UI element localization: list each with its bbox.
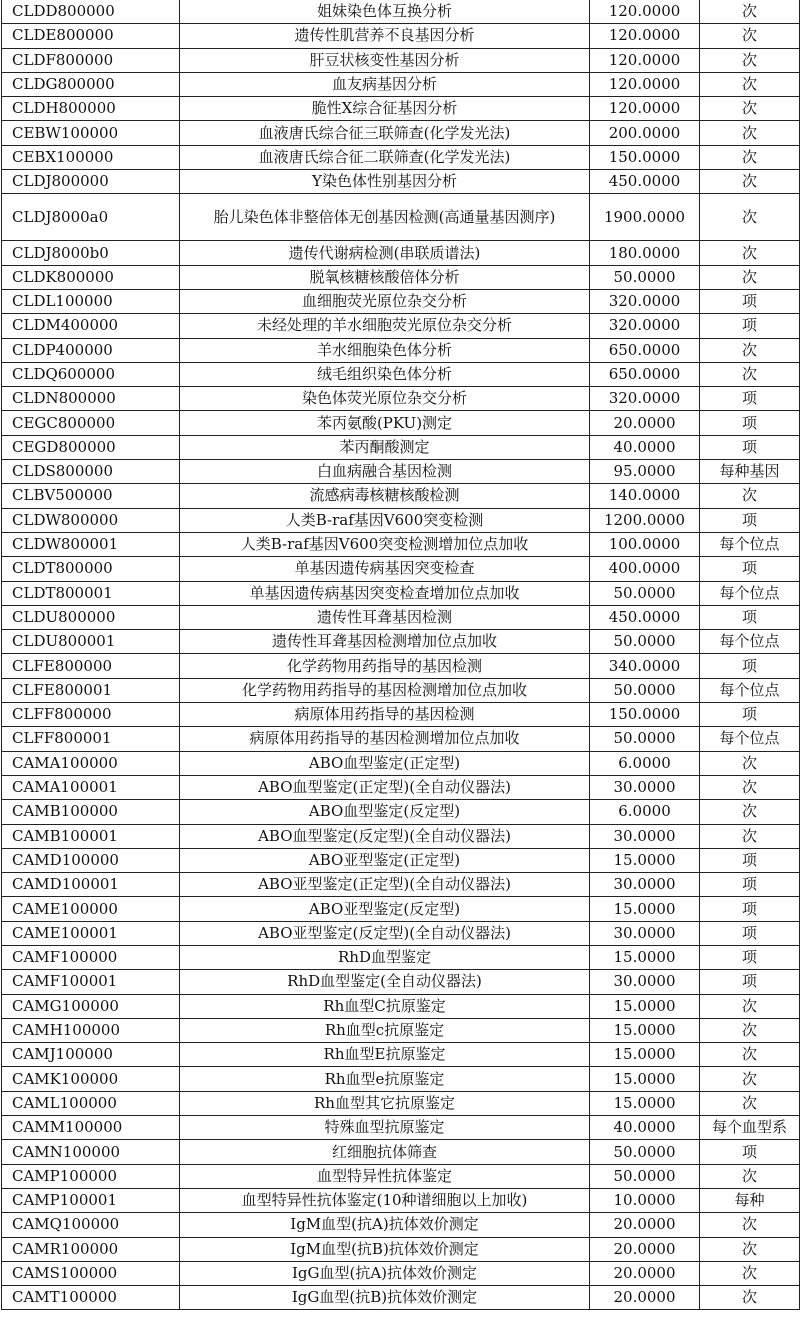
item-price-cell: 40.0000 bbox=[590, 1116, 700, 1140]
table-row bbox=[2, 484, 800, 508]
table-row bbox=[2, 1188, 800, 1212]
item-code-cell: CLDH800000 bbox=[2, 97, 180, 121]
table-row bbox=[2, 508, 800, 532]
item-code-cell: CAMQ100000 bbox=[2, 1213, 180, 1237]
item-name-cell: ABO血型鉴定(反定型)(全自动仪器法) bbox=[180, 824, 590, 848]
item-name-cell: 红细胞抗体筛查 bbox=[180, 1140, 590, 1164]
item-price-cell: 20.0000 bbox=[590, 1237, 700, 1261]
item-unit-cell: 次 bbox=[700, 145, 800, 169]
table-row bbox=[2, 1286, 800, 1310]
table-row bbox=[2, 48, 800, 72]
item-unit-cell: 次 bbox=[700, 121, 800, 145]
table-row bbox=[2, 1116, 800, 1140]
item-price-cell: 15.0000 bbox=[590, 1067, 700, 1091]
item-unit-cell: 每个位点 bbox=[700, 532, 800, 556]
item-code-cell: CLDJ800000 bbox=[2, 170, 180, 194]
item-price-cell: 50.0000 bbox=[590, 630, 700, 654]
item-unit-cell: 项 bbox=[700, 921, 800, 945]
item-name-cell: IgM血型(抗B)抗体效价测定 bbox=[180, 1237, 590, 1261]
item-name-cell: 流感病毒核糖核酸检测 bbox=[180, 484, 590, 508]
item-price-cell: 10.0000 bbox=[590, 1188, 700, 1212]
table-row bbox=[2, 194, 800, 241]
item-price-cell: 50.0000 bbox=[590, 1164, 700, 1188]
table-row bbox=[2, 557, 800, 581]
item-price-cell: 50.0000 bbox=[590, 581, 700, 605]
table-row bbox=[2, 970, 800, 994]
item-price-cell: 200.0000 bbox=[590, 121, 700, 145]
table-row bbox=[2, 945, 800, 969]
item-name-cell: Rh血型c抗原鉴定 bbox=[180, 1018, 590, 1042]
item-name-cell: 血液唐氏综合征二联筛查(化学发光法) bbox=[180, 145, 590, 169]
table-row bbox=[2, 387, 800, 411]
item-name-cell: 肝豆状核变性基因分析 bbox=[180, 48, 590, 72]
item-unit-cell: 项 bbox=[700, 508, 800, 532]
item-name-cell: 血型特异性抗体鉴定(10种谱细胞以上加收) bbox=[180, 1188, 590, 1212]
item-code-cell: CLDK800000 bbox=[2, 265, 180, 289]
table-row bbox=[2, 897, 800, 921]
item-code-cell: CLDU800000 bbox=[2, 605, 180, 629]
item-name-cell: ABO亚型鉴定(反定型)(全自动仪器法) bbox=[180, 921, 590, 945]
item-code-cell: CAMR100000 bbox=[2, 1237, 180, 1261]
item-name-cell: 遗传性耳聋基因检测增加位点加收 bbox=[180, 630, 590, 654]
item-code-cell: CLDT800000 bbox=[2, 557, 180, 581]
item-price-cell: 6.0000 bbox=[590, 751, 700, 775]
item-name-cell: 苯丙酮酸测定 bbox=[180, 435, 590, 459]
table-row bbox=[2, 1067, 800, 1091]
item-code-cell: CAMD100000 bbox=[2, 848, 180, 872]
item-code-cell: CAMD100001 bbox=[2, 873, 180, 897]
item-price-cell: 120.0000 bbox=[590, 0, 700, 24]
item-unit-cell: 次 bbox=[700, 97, 800, 121]
item-unit-cell: 次 bbox=[700, 0, 800, 24]
item-price-cell: 150.0000 bbox=[590, 145, 700, 169]
item-unit-cell: 项 bbox=[700, 703, 800, 727]
item-price-cell: 15.0000 bbox=[590, 994, 700, 1018]
table-row bbox=[2, 678, 800, 702]
item-unit-cell: 每个位点 bbox=[700, 678, 800, 702]
item-code-cell: CAME100001 bbox=[2, 921, 180, 945]
item-price-cell: 20.0000 bbox=[590, 411, 700, 435]
item-unit-cell: 项 bbox=[700, 970, 800, 994]
item-name-cell: 人类B-raf基因V600突变检测 bbox=[180, 508, 590, 532]
item-name-cell: 化学药物用药指导的基因检测 bbox=[180, 654, 590, 678]
table-row bbox=[2, 532, 800, 556]
item-code-cell: CAMG100000 bbox=[2, 994, 180, 1018]
item-price-cell: 15.0000 bbox=[590, 897, 700, 921]
table-row bbox=[2, 703, 800, 727]
item-unit-cell: 次 bbox=[700, 1286, 800, 1310]
item-unit-cell: 次 bbox=[700, 994, 800, 1018]
table-row bbox=[2, 751, 800, 775]
item-code-cell: CAMA100000 bbox=[2, 751, 180, 775]
table-row bbox=[2, 581, 800, 605]
table-row bbox=[2, 654, 800, 678]
item-price-cell: 15.0000 bbox=[590, 848, 700, 872]
item-price-cell: 320.0000 bbox=[590, 289, 700, 313]
item-unit-cell: 项 bbox=[700, 605, 800, 629]
item-code-cell: CLBV500000 bbox=[2, 484, 180, 508]
item-price-cell: 150.0000 bbox=[590, 703, 700, 727]
item-name-cell: Rh血型E抗原鉴定 bbox=[180, 1043, 590, 1067]
item-unit-cell: 项 bbox=[700, 557, 800, 581]
item-unit-cell: 每个位点 bbox=[700, 630, 800, 654]
item-unit-cell: 次 bbox=[700, 1237, 800, 1261]
item-unit-cell: 次 bbox=[700, 751, 800, 775]
item-price-cell: 140.0000 bbox=[590, 484, 700, 508]
item-name-cell: IgM血型(抗A)抗体效价测定 bbox=[180, 1213, 590, 1237]
item-price-cell: 30.0000 bbox=[590, 921, 700, 945]
item-code-cell: CEBW100000 bbox=[2, 121, 180, 145]
item-unit-cell: 项 bbox=[700, 435, 800, 459]
item-name-cell: 脆性X综合征基因分析 bbox=[180, 97, 590, 121]
item-name-cell: Y染色体性别基因分析 bbox=[180, 170, 590, 194]
item-name-cell: ABO亚型鉴定(正定型) bbox=[180, 848, 590, 872]
table-row bbox=[2, 727, 800, 751]
item-name-cell: Rh血型C抗原鉴定 bbox=[180, 994, 590, 1018]
table-row bbox=[2, 800, 800, 824]
table-row bbox=[2, 630, 800, 654]
item-price-cell: 120.0000 bbox=[590, 97, 700, 121]
item-unit-cell: 次 bbox=[700, 800, 800, 824]
item-code-cell: CAMP100000 bbox=[2, 1164, 180, 1188]
item-price-cell: 120.0000 bbox=[590, 48, 700, 72]
item-unit-cell: 次 bbox=[700, 48, 800, 72]
table-row bbox=[2, 1140, 800, 1164]
item-unit-cell: 次 bbox=[700, 1018, 800, 1042]
item-name-cell: 血液唐氏综合征三联筛查(化学发光法) bbox=[180, 121, 590, 145]
item-unit-cell: 每种 bbox=[700, 1188, 800, 1212]
table-row bbox=[2, 1018, 800, 1042]
item-name-cell: 特殊血型抗原鉴定 bbox=[180, 1116, 590, 1140]
item-code-cell: CAMF100000 bbox=[2, 945, 180, 969]
item-price-cell: 6.0000 bbox=[590, 800, 700, 824]
item-unit-cell: 每个位点 bbox=[700, 727, 800, 751]
item-name-cell: 羊水细胞染色体分析 bbox=[180, 338, 590, 362]
item-price-cell: 95.0000 bbox=[590, 460, 700, 484]
item-name-cell: 绒毛组织染色体分析 bbox=[180, 362, 590, 386]
table-row bbox=[2, 145, 800, 169]
item-code-cell: CAMS100000 bbox=[2, 1261, 180, 1285]
item-name-cell: 脱氧核糖核酸倍体分析 bbox=[180, 265, 590, 289]
item-price-cell: 320.0000 bbox=[590, 314, 700, 338]
item-price-cell: 50.0000 bbox=[590, 1140, 700, 1164]
table-row bbox=[2, 289, 800, 313]
table-row bbox=[2, 775, 800, 799]
table-row bbox=[2, 873, 800, 897]
item-code-cell: CAMF100001 bbox=[2, 970, 180, 994]
item-code-cell: CAMN100000 bbox=[2, 1140, 180, 1164]
item-code-cell: CLDQ600000 bbox=[2, 362, 180, 386]
table-row bbox=[2, 460, 800, 484]
item-name-cell: ABO亚型鉴定(反定型) bbox=[180, 897, 590, 921]
item-price-cell: 1900.0000 bbox=[590, 194, 700, 241]
item-name-cell: 白血病融合基因检测 bbox=[180, 460, 590, 484]
item-price-cell: 450.0000 bbox=[590, 605, 700, 629]
item-unit-cell: 项 bbox=[700, 873, 800, 897]
table-row bbox=[2, 1213, 800, 1237]
table-row bbox=[2, 241, 800, 265]
item-code-cell: CAMB100001 bbox=[2, 824, 180, 848]
item-name-cell: 血细胞荧光原位杂交分析 bbox=[180, 289, 590, 313]
item-unit-cell: 次 bbox=[700, 1091, 800, 1115]
item-unit-cell: 次 bbox=[700, 1261, 800, 1285]
item-unit-cell: 次 bbox=[700, 824, 800, 848]
item-name-cell: ABO血型鉴定(正定型)(全自动仪器法) bbox=[180, 775, 590, 799]
item-price-cell: 15.0000 bbox=[590, 945, 700, 969]
item-unit-cell: 每种基因 bbox=[700, 460, 800, 484]
item-name-cell: 遗传代谢病检测(串联质谱法) bbox=[180, 241, 590, 265]
table-row bbox=[2, 1261, 800, 1285]
item-name-cell: ABO亚型鉴定(正定型)(全自动仪器法) bbox=[180, 873, 590, 897]
item-name-cell: 化学药物用药指导的基因检测增加位点加收 bbox=[180, 678, 590, 702]
item-name-cell: 苯丙氨酸(PKU)测定 bbox=[180, 411, 590, 435]
item-code-cell: CAMA100001 bbox=[2, 775, 180, 799]
item-code-cell: CAML100000 bbox=[2, 1091, 180, 1115]
item-code-cell: CLDT800001 bbox=[2, 581, 180, 605]
item-unit-cell: 每个位点 bbox=[700, 581, 800, 605]
item-name-cell: RhD血型鉴定 bbox=[180, 945, 590, 969]
item-unit-cell: 次 bbox=[700, 484, 800, 508]
table-row bbox=[2, 1091, 800, 1115]
item-code-cell: CLDF800000 bbox=[2, 48, 180, 72]
item-price-cell: 120.0000 bbox=[590, 24, 700, 48]
item-code-cell: CAMT100000 bbox=[2, 1286, 180, 1310]
item-unit-cell: 每个血型系 bbox=[700, 1116, 800, 1140]
item-price-cell: 180.0000 bbox=[590, 241, 700, 265]
item-price-cell: 340.0000 bbox=[590, 654, 700, 678]
item-code-cell: CLDJ8000a0 bbox=[2, 194, 180, 241]
table-row bbox=[2, 435, 800, 459]
item-price-cell: 20.0000 bbox=[590, 1261, 700, 1285]
table-row bbox=[2, 605, 800, 629]
item-name-cell: Rh血型e抗原鉴定 bbox=[180, 1067, 590, 1091]
item-price-cell: 30.0000 bbox=[590, 873, 700, 897]
item-code-cell: CLDU800001 bbox=[2, 630, 180, 654]
item-code-cell: CLDE800000 bbox=[2, 24, 180, 48]
item-code-cell: CLFF800001 bbox=[2, 727, 180, 751]
item-price-cell: 50.0000 bbox=[590, 678, 700, 702]
table-row bbox=[2, 72, 800, 96]
item-unit-cell: 项 bbox=[700, 945, 800, 969]
table-row bbox=[2, 1237, 800, 1261]
item-name-cell: 染色体荧光原位杂交分析 bbox=[180, 387, 590, 411]
item-code-cell: CLDM400000 bbox=[2, 314, 180, 338]
item-code-cell: CLDD800000 bbox=[2, 0, 180, 24]
item-code-cell: CAMK100000 bbox=[2, 1067, 180, 1091]
item-unit-cell: 项 bbox=[700, 289, 800, 313]
fee-table bbox=[1, 0, 800, 1310]
item-name-cell: RhD血型鉴定(全自动仪器法) bbox=[180, 970, 590, 994]
item-price-cell: 120.0000 bbox=[590, 72, 700, 96]
item-unit-cell: 次 bbox=[700, 265, 800, 289]
item-unit-cell: 项 bbox=[700, 897, 800, 921]
item-price-cell: 30.0000 bbox=[590, 775, 700, 799]
item-code-cell: CLDN800000 bbox=[2, 387, 180, 411]
item-code-cell: CLDS800000 bbox=[2, 460, 180, 484]
item-code-cell: CAME100000 bbox=[2, 897, 180, 921]
item-name-cell: 遗传性耳聋基因检测 bbox=[180, 605, 590, 629]
item-name-cell: 血友病基因分析 bbox=[180, 72, 590, 96]
item-unit-cell: 项 bbox=[700, 654, 800, 678]
item-price-cell: 30.0000 bbox=[590, 970, 700, 994]
item-unit-cell: 次 bbox=[700, 1067, 800, 1091]
item-price-cell: 15.0000 bbox=[590, 1091, 700, 1115]
item-unit-cell: 项 bbox=[700, 848, 800, 872]
item-code-cell: CLFF800000 bbox=[2, 703, 180, 727]
item-name-cell: 病原体用药指导的基因检测 bbox=[180, 703, 590, 727]
item-unit-cell: 次 bbox=[700, 1043, 800, 1067]
item-name-cell: ABO血型鉴定(正定型) bbox=[180, 751, 590, 775]
item-name-cell: 未经处理的羊水细胞荧光原位杂交分析 bbox=[180, 314, 590, 338]
item-price-cell: 15.0000 bbox=[590, 1018, 700, 1042]
item-unit-cell: 项 bbox=[700, 387, 800, 411]
item-code-cell: CEGD800000 bbox=[2, 435, 180, 459]
table-row bbox=[2, 1043, 800, 1067]
table-row bbox=[2, 848, 800, 872]
item-unit-cell: 次 bbox=[700, 24, 800, 48]
item-price-cell: 650.0000 bbox=[590, 338, 700, 362]
item-unit-cell: 次 bbox=[700, 170, 800, 194]
item-code-cell: CLDP400000 bbox=[2, 338, 180, 362]
item-price-cell: 20.0000 bbox=[590, 1213, 700, 1237]
table-row bbox=[2, 338, 800, 362]
item-code-cell: CEBX100000 bbox=[2, 145, 180, 169]
item-unit-cell: 次 bbox=[700, 1213, 800, 1237]
item-name-cell: 单基因遗传病基因突变检查增加位点加收 bbox=[180, 581, 590, 605]
item-code-cell: CLDW800000 bbox=[2, 508, 180, 532]
table-row bbox=[2, 411, 800, 435]
item-code-cell: CAMH100000 bbox=[2, 1018, 180, 1042]
table-row bbox=[2, 1164, 800, 1188]
item-unit-cell: 次 bbox=[700, 241, 800, 265]
table-row bbox=[2, 314, 800, 338]
item-unit-cell: 次 bbox=[700, 362, 800, 386]
table-row bbox=[2, 0, 800, 24]
item-unit-cell: 项 bbox=[700, 411, 800, 435]
item-unit-cell: 项 bbox=[700, 1140, 800, 1164]
item-code-cell: CLDG800000 bbox=[2, 72, 180, 96]
item-unit-cell: 次 bbox=[700, 775, 800, 799]
item-price-cell: 450.0000 bbox=[590, 170, 700, 194]
item-name-cell: IgG血型(抗A)抗体效价测定 bbox=[180, 1261, 590, 1285]
table-row bbox=[2, 994, 800, 1018]
item-price-cell: 650.0000 bbox=[590, 362, 700, 386]
table-row bbox=[2, 121, 800, 145]
table-row bbox=[2, 170, 800, 194]
table-row bbox=[2, 921, 800, 945]
item-price-cell: 40.0000 bbox=[590, 435, 700, 459]
item-code-cell: CAMJ100000 bbox=[2, 1043, 180, 1067]
item-price-cell: 50.0000 bbox=[590, 727, 700, 751]
item-price-cell: 50.0000 bbox=[590, 265, 700, 289]
item-name-cell: 姐妹染色体互换分析 bbox=[180, 0, 590, 24]
item-price-cell: 100.0000 bbox=[590, 532, 700, 556]
item-code-cell: CAMM100000 bbox=[2, 1116, 180, 1140]
fee-table-body bbox=[2, 0, 800, 1310]
table-row bbox=[2, 824, 800, 848]
item-price-cell: 20.0000 bbox=[590, 1286, 700, 1310]
item-name-cell: ABO血型鉴定(反定型) bbox=[180, 800, 590, 824]
item-code-cell: CAMP100001 bbox=[2, 1188, 180, 1212]
item-name-cell: IgG血型(抗B)抗体效价测定 bbox=[180, 1286, 590, 1310]
item-unit-cell: 次 bbox=[700, 72, 800, 96]
table-row bbox=[2, 362, 800, 386]
item-name-cell: 单基因遗传病基因突变检查 bbox=[180, 557, 590, 581]
item-name-cell: 血型特异性抗体鉴定 bbox=[180, 1164, 590, 1188]
table-row bbox=[2, 97, 800, 121]
item-code-cell: CAMB100000 bbox=[2, 800, 180, 824]
item-name-cell: 人类B-raf基因V600突变检测增加位点加收 bbox=[180, 532, 590, 556]
item-price-cell: 320.0000 bbox=[590, 387, 700, 411]
item-unit-cell: 次 bbox=[700, 1164, 800, 1188]
item-name-cell: 病原体用药指导的基因检测增加位点加收 bbox=[180, 727, 590, 751]
item-price-cell: 30.0000 bbox=[590, 824, 700, 848]
item-price-cell: 15.0000 bbox=[590, 1043, 700, 1067]
item-price-cell: 400.0000 bbox=[590, 557, 700, 581]
item-unit-cell: 次 bbox=[700, 338, 800, 362]
item-code-cell: CEGC800000 bbox=[2, 411, 180, 435]
item-code-cell: CLDW800001 bbox=[2, 532, 180, 556]
item-name-cell: 胎儿染色体非整倍体无创基因检测(高通量基因测序) bbox=[180, 194, 590, 241]
table-row bbox=[2, 24, 800, 48]
item-name-cell: Rh血型其它抗原鉴定 bbox=[180, 1091, 590, 1115]
item-unit-cell: 项 bbox=[700, 314, 800, 338]
table-row bbox=[2, 265, 800, 289]
item-name-cell: 遗传性肌营养不良基因分析 bbox=[180, 24, 590, 48]
item-price-cell: 1200.0000 bbox=[590, 508, 700, 532]
item-code-cell: CLFE800001 bbox=[2, 678, 180, 702]
item-code-cell: CLFE800000 bbox=[2, 654, 180, 678]
item-code-cell: CLDL100000 bbox=[2, 289, 180, 313]
item-unit-cell: 次 bbox=[700, 194, 800, 241]
item-code-cell: CLDJ8000b0 bbox=[2, 241, 180, 265]
